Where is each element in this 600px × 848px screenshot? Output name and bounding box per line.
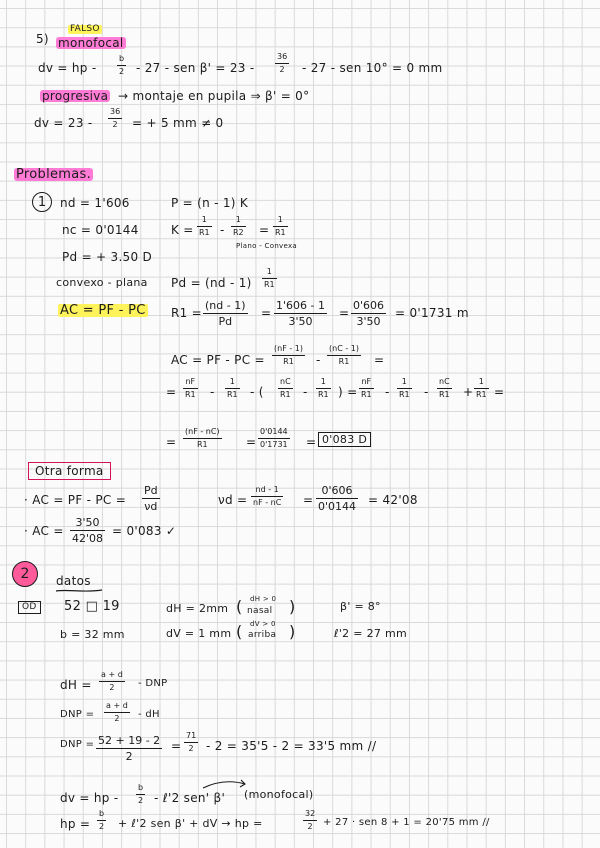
dv-formula-lhs: dv = hp - bbox=[60, 791, 119, 805]
fraction-nd-minus-1-over-nf-minus-nc: $\frac{nd - 1}{nF - nC}$ bbox=[253, 485, 282, 507]
dh-value: dH = 2mm bbox=[166, 602, 229, 615]
dv-direction: arriba bbox=[248, 630, 277, 640]
problems-heading: Problemas. bbox=[16, 167, 92, 182]
k-lhs: K = bbox=[171, 223, 194, 237]
dh-direction: nasal bbox=[247, 606, 273, 616]
power-formula: P = (n - 1) K bbox=[171, 196, 249, 210]
item-number: 5) bbox=[36, 32, 49, 46]
fraction-1-over-r1-c: $\frac{1}{R1}$ bbox=[264, 267, 275, 289]
fraction-1-over-r2: $\frac{1}{R2}$ bbox=[233, 215, 244, 237]
fraction-32-over-2: $\frac{32}{2}$ bbox=[305, 809, 316, 831]
od-label: OD bbox=[18, 601, 41, 614]
dh-paren-open: ( bbox=[236, 597, 243, 616]
fraction-350-over-4208: $\frac{3'50}{42'08}$ bbox=[72, 516, 104, 545]
problem-2-number: 2 bbox=[12, 561, 38, 587]
fraction-0606-over-00144: $\frac{0'606}{0'0144}$ bbox=[318, 484, 357, 513]
fraction-a-plus-d-over-2-b: $\frac{a + d}{2}$ bbox=[106, 701, 128, 723]
fraction-1-over-r1-b: $\frac{1}{R1}$ bbox=[275, 215, 286, 237]
otra-line-2a: · AC = bbox=[24, 524, 64, 538]
progresiva-note: → montaje en pupila ⇒ β' = 0° bbox=[118, 89, 310, 103]
plano-convexa-note: Plano - Convexa bbox=[236, 242, 298, 250]
r1-eq2: = bbox=[339, 306, 350, 320]
monofocal-note: (monofocal) bbox=[244, 788, 314, 801]
ac-line-1: AC = PF - PC = bbox=[171, 353, 265, 367]
dh-formula-rhs: - DNP bbox=[138, 678, 168, 689]
ac-line-2-plus: + bbox=[463, 385, 474, 399]
dnp-calc-result: - 2 = 35'5 - 2 = 33'5 mm // bbox=[206, 739, 377, 753]
l2-value: ℓ'2 = 27 mm bbox=[334, 627, 408, 640]
ac-result-box: 0'083 D bbox=[318, 432, 371, 447]
fraction-0606-over-350: $\frac{0'606}{3'50}$ bbox=[353, 299, 385, 328]
fraction-36-over-2: $\frac{36}{2}$ bbox=[277, 52, 288, 74]
fraction-nd-minus-1-over-pd: $\frac{(nd - 1)}{Pd}$ bbox=[205, 299, 246, 328]
ac-line-3-equals: = bbox=[166, 435, 177, 449]
nud-result: = 42'08 bbox=[368, 493, 418, 507]
fraction-52-plus-19-minus-2: $\frac{52 + 19 - 2}{2}$ bbox=[98, 734, 161, 763]
dv-equation-1b: - 27 - sen β' = 23 - bbox=[136, 61, 255, 75]
r1-result: = 0'1731 m bbox=[395, 306, 469, 320]
monofocal-label: monofocal bbox=[58, 36, 124, 50]
pd-formula: Pd = (nd - 1) bbox=[171, 276, 252, 290]
lens-type: convexo - plana bbox=[56, 276, 148, 289]
dh-paren-close: ) bbox=[289, 597, 296, 616]
k-minus: - bbox=[220, 223, 225, 237]
dv-equation-2b: = + 5 mm ≠ 0 bbox=[132, 116, 224, 130]
nc-value: nc = 0'0144 bbox=[62, 223, 139, 237]
dnp-calc-eq: = bbox=[171, 739, 182, 753]
fraction-36-over-2b: $\frac{36}{2}$ bbox=[110, 107, 121, 129]
falso-highlight: FALSO bbox=[70, 24, 100, 34]
nd-value: nd = 1'606 bbox=[60, 196, 130, 210]
ac-line-2-minus-4: - bbox=[424, 385, 429, 399]
fraction-1-over-r1-e: $\frac{1}{R1}$ bbox=[318, 377, 329, 399]
fraction-1-over-r1-d: $\frac{1}{R1}$ bbox=[227, 377, 238, 399]
dnp-formula-lhs: DNP = bbox=[60, 709, 95, 720]
dv-paren-close: ) bbox=[289, 622, 296, 641]
otra-result: = 0'083 ✓ bbox=[112, 524, 177, 538]
ac-line-2-equals-end: = bbox=[494, 385, 505, 399]
hp-formula-lhs: hp = bbox=[60, 817, 91, 831]
fraction-00144-over-01731: $\frac{0'0144}{0'1731}$ bbox=[260, 427, 288, 449]
ac-line-2-minus-3: - bbox=[385, 385, 390, 399]
arc-annotation bbox=[201, 778, 247, 790]
frame-size: 52 □ 19 bbox=[64, 599, 120, 614]
fraction-1-over-r1: $\frac{1}{R1}$ bbox=[199, 215, 210, 237]
dv-value: dV = 1 mm bbox=[166, 627, 232, 640]
dv-equation-2a: dv = 23 - bbox=[34, 116, 93, 130]
ac-line-1-equals: = bbox=[374, 353, 385, 367]
ac-line-3-eq1: = bbox=[246, 435, 257, 449]
nud-eq: = bbox=[303, 493, 314, 507]
hp-formula-middle: + ℓ'2 sen β' + dV → hp = bbox=[118, 817, 263, 830]
dv-paren-open: ( bbox=[236, 622, 243, 641]
fraction-b-over-2: $\frac{b}{2}$ bbox=[119, 54, 125, 76]
datos-heading: datos bbox=[56, 574, 91, 588]
otra-line-1a: · AC = PF - PC = bbox=[24, 493, 127, 507]
ac-line-2-minus-1: - bbox=[210, 385, 215, 399]
otra-forma-heading: Otra forma bbox=[28, 462, 111, 480]
ac-line-2-paren-close: ) = bbox=[338, 385, 358, 399]
k-equals: = bbox=[259, 223, 270, 237]
fraction-nc-over-r1: $\frac{nC}{R1}$ bbox=[280, 377, 291, 399]
dnp-formula-rhs: - dH bbox=[138, 709, 160, 720]
hp-result: + 27 · sen 8 + 1 = 20'75 mm // bbox=[323, 817, 490, 828]
dnp-calc-lhs: DNP = bbox=[60, 739, 95, 750]
ac-line-2-equals: = bbox=[166, 385, 177, 399]
ac-line-2-paren-open: - ( bbox=[250, 385, 264, 399]
ac-formula-highlight: AC = PF - PC bbox=[60, 303, 146, 318]
dv-equation-1c: - 27 - sen 10° = 0 mm bbox=[302, 61, 443, 75]
ac-line-3-eq2: = bbox=[306, 435, 317, 449]
fraction-b-over-2-d: $\frac{b}{2}$ bbox=[99, 809, 105, 831]
r1-eq1: = bbox=[261, 306, 272, 320]
datos-underline bbox=[54, 588, 104, 594]
fraction-nf-over-r1: $\frac{nF}{R1}$ bbox=[185, 377, 196, 399]
ac-line-1-minus: - bbox=[316, 353, 321, 367]
dv-formula-rhs: - ℓ'2 sen' β' bbox=[154, 791, 226, 805]
fraction-a-plus-d-over-2: $\frac{a + d}{2}$ bbox=[101, 670, 123, 692]
fraction-1-over-r1-f: $\frac{1}{R1}$ bbox=[399, 377, 410, 399]
fraction-nf-over-r1-b: $\frac{nF}{R1}$ bbox=[361, 377, 372, 399]
dv-sign-note: dV > 0 bbox=[250, 620, 276, 628]
pd-value: Pd = + 3.50 D bbox=[62, 250, 153, 264]
fraction-nf-minus-1: $\frac{(nF - 1)}{R1}$ bbox=[274, 344, 303, 366]
fraction-1606-minus-1: $\frac{1'606 - 1}{3'50}$ bbox=[276, 299, 325, 328]
dv-equation-1a: dv = hp - bbox=[38, 61, 97, 75]
fraction-nc-over-r1-b: $\frac{nC}{R1}$ bbox=[439, 377, 450, 399]
fraction-nf-minus-nc: $\frac{(nF - nC)}{R1}$ bbox=[185, 427, 220, 449]
ac-line-2-minus-2: - bbox=[303, 385, 308, 399]
progresiva-label: progresiva bbox=[42, 89, 109, 103]
fraction-1-over-r1-g: $\frac{1}{R1}$ bbox=[476, 377, 487, 399]
fraction-pd-over-nud: $\frac{Pd}{\nu d}$ bbox=[144, 484, 158, 513]
b-value: b = 32 mm bbox=[60, 628, 125, 641]
fraction-nc-minus-1: $\frac{(nC - 1)}{R1}$ bbox=[329, 344, 359, 366]
r1-lhs: R1 = bbox=[171, 306, 203, 320]
fraction-71-over-2: $\frac{71}{2}$ bbox=[186, 731, 197, 753]
nud-lhs: νd = bbox=[218, 493, 248, 507]
beta-value: β' = 8° bbox=[340, 600, 381, 613]
problem-1-number: 1 bbox=[32, 192, 52, 212]
dh-sign-note: dH > 0 bbox=[250, 595, 277, 603]
dh-formula-lhs: dH = bbox=[60, 678, 92, 692]
fraction-b-over-2-c: $\frac{b}{2}$ bbox=[138, 783, 144, 805]
